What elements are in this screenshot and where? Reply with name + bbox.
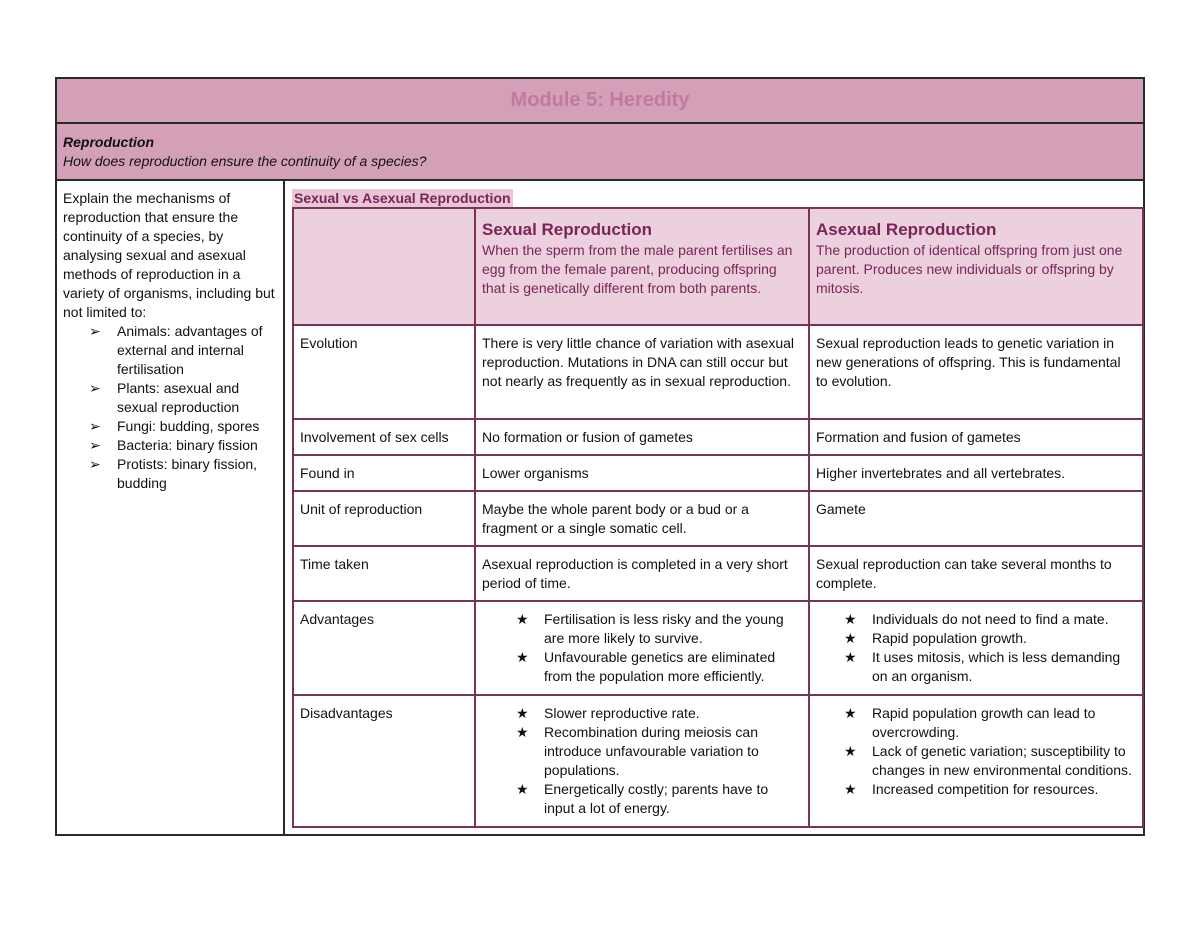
asexual-cell: Formation and fusion of gametes bbox=[809, 419, 1143, 455]
asexual-cell: Higher invertebrates and all vertebrates. bbox=[809, 455, 1143, 491]
syllabus-column bbox=[57, 181, 285, 834]
sexual-cell: Lower organisms bbox=[475, 455, 809, 491]
table-row bbox=[293, 325, 1143, 419]
arrow-bullet-icon: ➢ bbox=[89, 437, 101, 453]
asexual-title: Asexual Reproduction bbox=[816, 220, 997, 239]
intro-heading: Reproduction bbox=[63, 134, 154, 150]
module-card bbox=[55, 77, 1145, 836]
asexual-cell: Sexual reproduction can take several months to complete. bbox=[809, 546, 1143, 601]
disadvantages-asexual-list bbox=[816, 704, 1136, 799]
table-row bbox=[293, 419, 1143, 455]
syllabus-item: ➢ Fungi: budding, spores bbox=[89, 418, 260, 434]
row-label: Unit of reproduction bbox=[293, 491, 475, 546]
intro-row bbox=[57, 124, 1143, 181]
arrow-bullet-icon: ➢ bbox=[89, 323, 101, 339]
comparison-table bbox=[292, 207, 1144, 828]
star-bullet-icon: ★ bbox=[516, 705, 529, 721]
arrow-bullet-icon: ➢ bbox=[89, 456, 101, 472]
asexual-cell: Sexual reproduction leads to genetic variation in new generations of offspring. This is fundamental to evolution. bbox=[809, 325, 1143, 419]
header-empty-cell bbox=[293, 208, 475, 325]
list-item: ★ Rapid population growth can lead to overcrowding. bbox=[844, 705, 1096, 740]
sexual-desc: When the sperm from the male parent fertilises an egg from the female parent, producing offspring that is genetically different from both parents. bbox=[482, 242, 793, 296]
list-item: ★ Recombination during meiosis can introduce unfavourable variation to populations. bbox=[516, 724, 759, 778]
arrow-bullet-icon: ➢ bbox=[89, 418, 101, 434]
sexual-cell: Asexual reproduction is completed in a very short period of time. bbox=[475, 546, 809, 601]
star-bullet-icon: ★ bbox=[844, 743, 857, 759]
star-bullet-icon: ★ bbox=[844, 649, 857, 665]
header-asexual bbox=[809, 208, 1143, 325]
sexual-cell: Maybe the whole parent body or a bud or a fragment or a single somatic cell. bbox=[475, 491, 809, 546]
list-item: ★ Energetically costly; parents have to input a lot of energy. bbox=[516, 781, 769, 816]
sexual-cell: No formation or fusion of gametes bbox=[475, 419, 809, 455]
list-item: ★ Lack of genetic variation; susceptibility to changes in new environmental conditions. bbox=[844, 743, 1132, 778]
syllabus-item: ➢ Bacteria: binary fission bbox=[89, 437, 258, 453]
sexual-cell bbox=[475, 695, 809, 827]
module-title-row bbox=[57, 79, 1143, 124]
row-label: Advantages bbox=[293, 601, 475, 695]
header-sexual bbox=[475, 208, 809, 325]
intro-question: How does reproduction ensure the continuity of a species? bbox=[63, 153, 427, 169]
list-item: ★ It uses mitosis, which is less demanding on an organism. bbox=[844, 649, 1121, 684]
list-item: ★ Increased competition for resources. bbox=[844, 781, 1099, 797]
star-bullet-icon: ★ bbox=[516, 781, 529, 797]
advantages-sexual-list bbox=[482, 610, 802, 686]
asexual-cell bbox=[809, 695, 1143, 827]
module-title: Module 5: Heredity bbox=[510, 89, 690, 111]
table-row bbox=[293, 546, 1143, 601]
asexual-cell bbox=[809, 601, 1143, 695]
list-item: ★ Unfavourable genetics are eliminated from the population more efficiently. bbox=[516, 649, 776, 684]
star-bullet-icon: ★ bbox=[844, 611, 857, 627]
star-bullet-icon: ★ bbox=[516, 611, 529, 627]
asexual-cell: Gamete bbox=[809, 491, 1143, 546]
section-title: Sexual vs Asexual Reproduction bbox=[294, 190, 511, 206]
advantages-asexual-list bbox=[816, 610, 1136, 686]
list-item: ★ Fertilisation is less risky and the young are more likely to survive. bbox=[516, 611, 784, 646]
arrow-bullet-icon: ➢ bbox=[89, 380, 101, 396]
list-item: ★ Individuals do not need to find a mate. bbox=[844, 611, 1109, 627]
syllabus-item: ➢ Plants: asexual and sexual reproduction bbox=[89, 380, 240, 415]
syllabus-text: Explain the mechanisms of reproduction that ensure the continuity of a species, by analysing sexual and asexual methods of reproduction in a variety of organisms, including but not limited to: bbox=[63, 190, 275, 320]
row-label: Involvement of sex cells bbox=[293, 419, 475, 455]
star-bullet-icon: ★ bbox=[844, 630, 857, 646]
star-bullet-icon: ★ bbox=[844, 705, 857, 721]
star-bullet-icon: ★ bbox=[516, 724, 529, 740]
syllabus-item: ➢ Protists: binary fission, budding bbox=[89, 456, 258, 491]
sexual-title: Sexual Reproduction bbox=[482, 220, 653, 239]
table-row bbox=[293, 601, 1143, 695]
table-header-row bbox=[293, 208, 1143, 325]
sexual-cell: There is very little chance of variation with asexual reproduction. Mutations in DNA can still occur but not nearly as frequently as in sexual reproduction. bbox=[475, 325, 809, 419]
list-item: ★ Rapid population growth. bbox=[844, 630, 1027, 646]
asexual-desc: The production of identical offspring from just one parent. Produces new individuals or offspring by mitosis. bbox=[816, 242, 1123, 296]
table-row bbox=[293, 455, 1143, 491]
star-bullet-icon: ★ bbox=[516, 649, 529, 665]
comparison-area bbox=[285, 181, 1143, 834]
row-label: Disadvantages bbox=[293, 695, 475, 827]
disadvantages-sexual-list bbox=[482, 704, 802, 818]
row-label: Found in bbox=[293, 455, 475, 491]
table-row bbox=[293, 491, 1143, 546]
table-row bbox=[293, 695, 1143, 827]
row-label: Evolution bbox=[293, 325, 475, 419]
list-item: ★ Slower reproductive rate. bbox=[516, 705, 700, 721]
star-bullet-icon: ★ bbox=[844, 781, 857, 797]
row-label: Time taken bbox=[293, 546, 475, 601]
syllabus-item: ➢ Animals: advantages of external and internal fertilisation bbox=[89, 323, 263, 377]
syllabus-list bbox=[63, 322, 277, 493]
sexual-cell bbox=[475, 601, 809, 695]
